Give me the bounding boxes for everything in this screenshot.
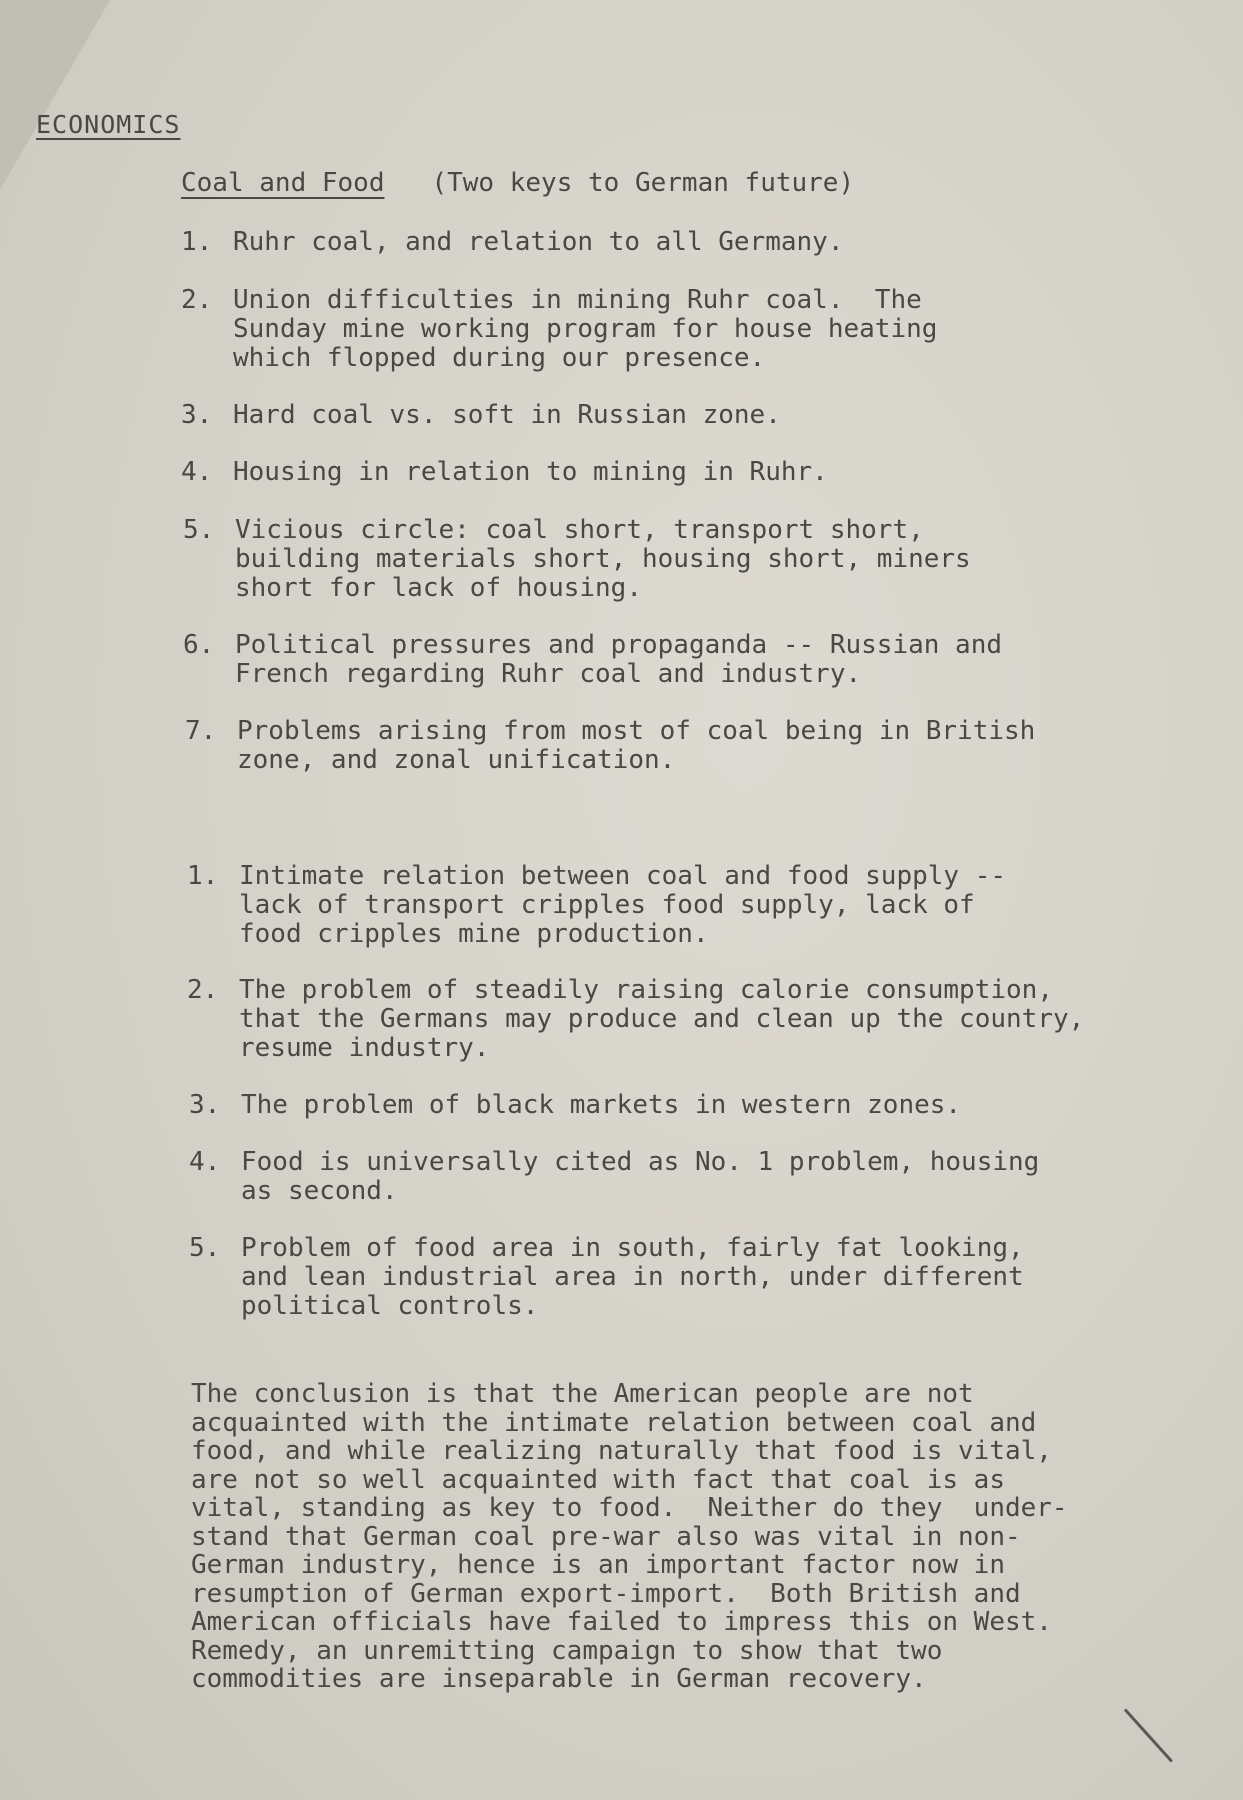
section-heading: ECONOMICS <box>36 110 181 139</box>
item-number: 1. <box>187 861 219 891</box>
item-number: 2. <box>181 285 213 315</box>
item-text: Housing in relation to mining in Ruhr. <box>233 457 828 487</box>
item-text: Political pressures and propaganda -- Russian and French regarding Ruhr coal and industry. <box>235 630 1003 689</box>
subtitle <box>181 168 854 198</box>
item-number: 5. <box>183 515 215 545</box>
pen-mark <box>1124 1708 1173 1762</box>
item-text: Hard coal vs. soft in Russian zone. <box>233 400 781 430</box>
item-number: 4. <box>181 457 213 487</box>
item-text: Problem of food area in south, fairly fat looking, and lean industrial area in north, under different political controls. <box>241 1233 1024 1321</box>
item-number: 7. <box>185 716 217 746</box>
item-text: The problem of steadily raising calorie consumption, that the Germans may produce and clean up the country, resume industry. <box>239 975 1085 1063</box>
item-number: 4. <box>189 1147 221 1177</box>
subtitle-underlined: Coal and Food <box>181 168 385 198</box>
item-text: Intimate relation between coal and food supply -- lack of transport cripples food supply, lack of food cripples mine production. <box>239 861 1007 949</box>
item-number: 2. <box>187 975 219 1005</box>
item-number: 3. <box>189 1090 221 1120</box>
subtitle-rest: (Two keys to German future) <box>431 168 855 198</box>
item-number: 5. <box>189 1233 221 1263</box>
item-number: 6. <box>183 630 215 660</box>
folded-corner <box>0 0 110 190</box>
item-text: Problems arising from most of coal being in British zone, and zonal unification. <box>237 716 1036 775</box>
list2-item <box>189 1233 1024 1350</box>
list1-item <box>185 716 1036 833</box>
item-number: 1. <box>181 227 213 257</box>
list1-item <box>183 515 971 632</box>
item-number: 3. <box>181 400 213 430</box>
list1-item <box>181 285 938 402</box>
item-text: Ruhr coal, and relation to all Germany. <box>233 227 844 257</box>
list2-item <box>187 861 1007 978</box>
item-text: Union difficulties in mining Ruhr coal. The Sunday mine working program for house heating which flopped during our presence. <box>233 285 938 373</box>
conclusion-paragraph: The conclusion is that the American people are not acquainted with the intimate relation between coal and food, and while realizing naturally that food is vital, are not so well acquainted with fact that coal is as vital, standing as key to food. Neither do they under- stand that German coal pre-war also was vital in non- German industry, hence is an important factor now in resumption of German export-import. Both British and American officials have failed to impress this on West. Remedy, an unremitting campaign to show that two commodities are inseparable in German recovery. <box>191 1379 1068 1694</box>
item-text: The problem of black markets in western zones. <box>241 1090 962 1120</box>
item-text: Vicious circle: coal short, transport short, building materials short, housing short, miners short for lack of housing. <box>235 515 971 603</box>
item-text: Food is universally cited as No. 1 problem, housing as second. <box>241 1147 1040 1206</box>
list2-item <box>187 975 1085 1092</box>
